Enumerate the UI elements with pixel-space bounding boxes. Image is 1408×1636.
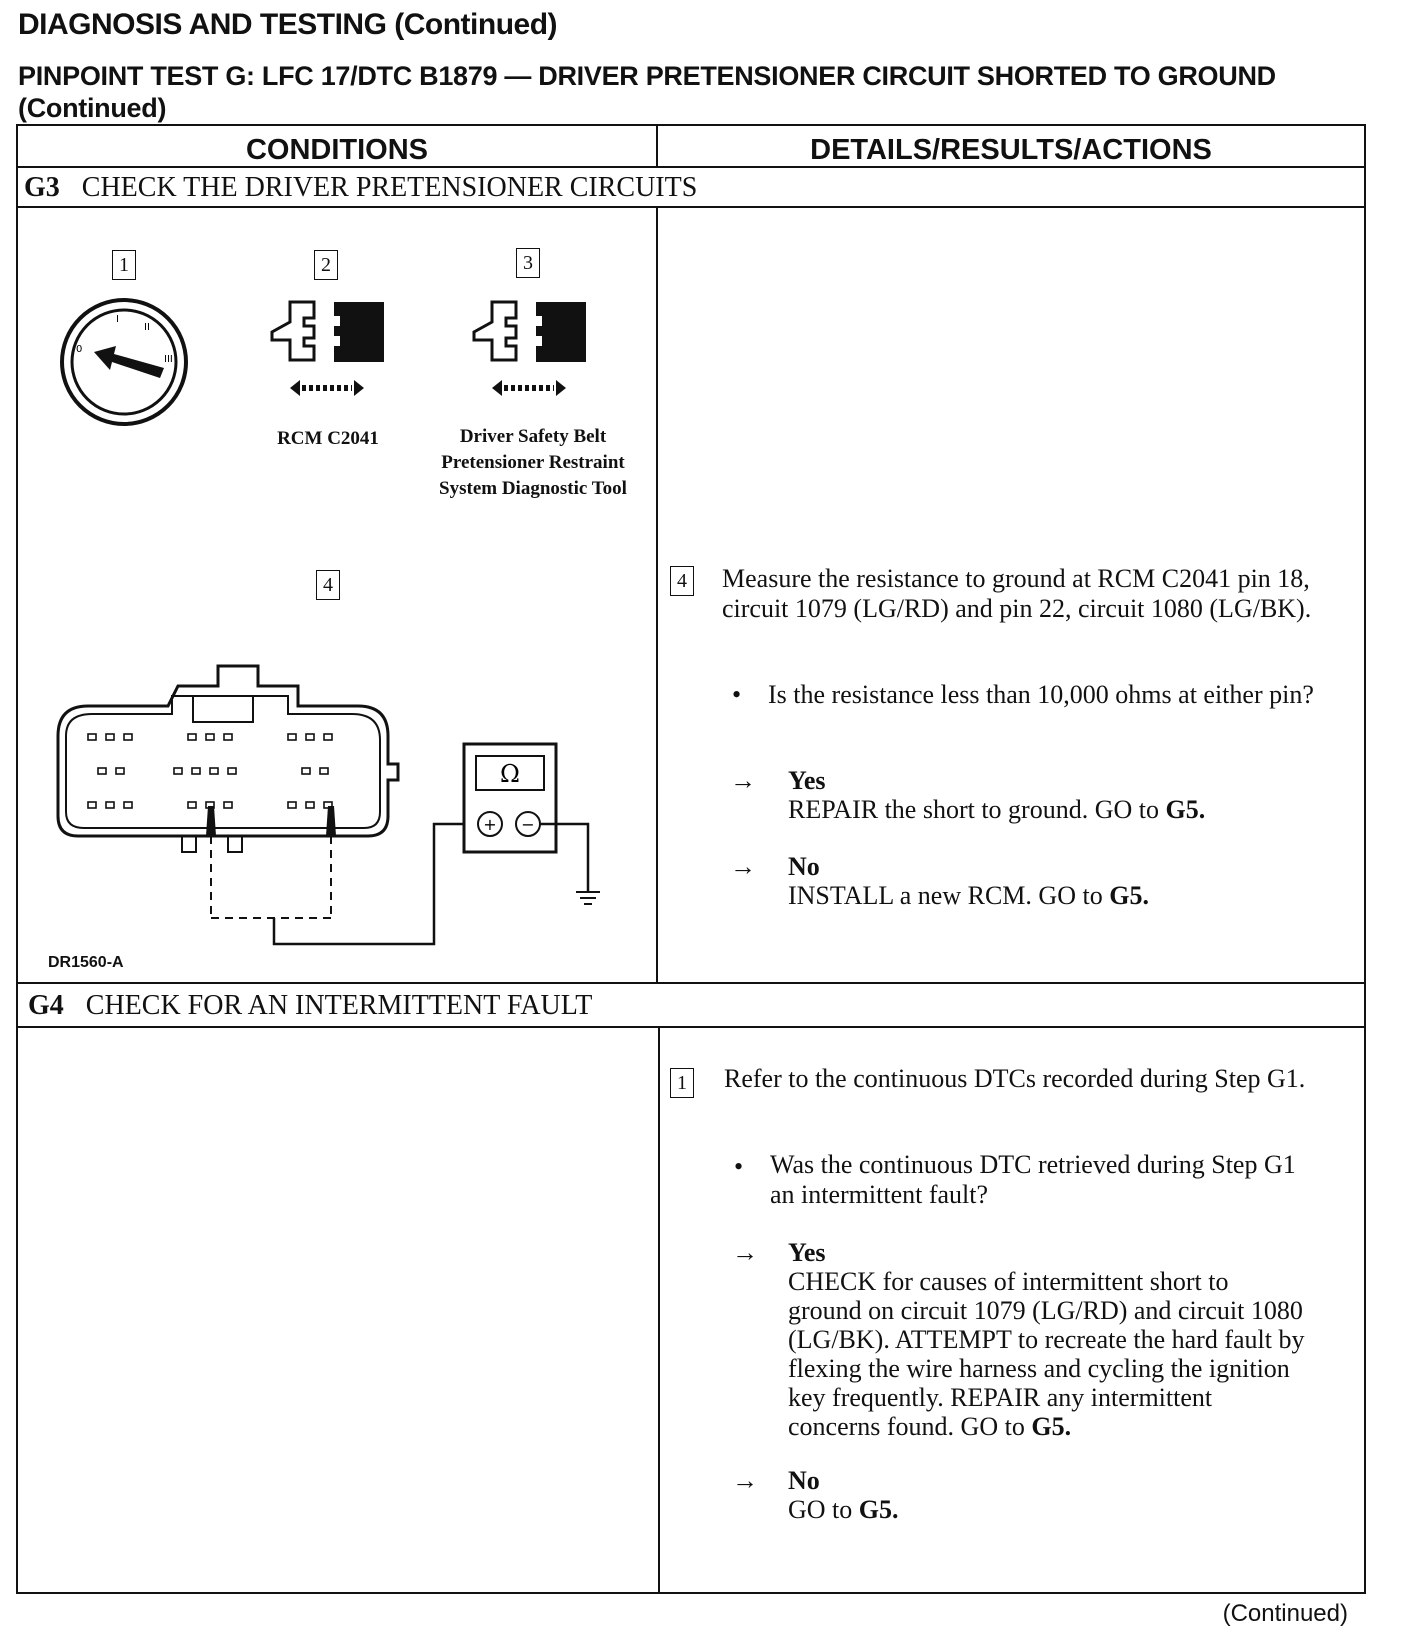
svg-text:III: III [164, 354, 173, 365]
arrow-icon: → [732, 1466, 758, 1495]
g4-no-answer [788, 1466, 1308, 1524]
no-label: No [788, 1466, 820, 1495]
g3-no-answer [788, 852, 1328, 910]
bullet-icon: • [734, 1152, 744, 1181]
minus-terminal-label: − [521, 815, 535, 834]
step-4-box: 4 [670, 566, 694, 596]
bullet-icon: • [732, 680, 742, 709]
g3-yes-answer [788, 766, 1328, 824]
svg-text:0: 0 [76, 344, 83, 355]
step-g4-heading [28, 990, 592, 1022]
continued-footer: (Continued) [1222, 1600, 1348, 1627]
diagnostic-table [16, 124, 1366, 1594]
svg-text:I: I [116, 314, 119, 325]
step-g4-id: G4 [28, 990, 64, 1021]
figure-step-1-box: 1 [112, 250, 136, 280]
no-label: No [788, 852, 820, 881]
g4-yes-answer [788, 1238, 1308, 1441]
g4-question: Was the continuous DTC retrieved during Step G1 an intermittent fault? [770, 1150, 1296, 1209]
figure-caption-tool: Driver Safety Belt Pretensioner Restraint System Diagnostic Tool [439, 426, 627, 499]
figure-step-2-box: 2 [314, 250, 338, 280]
arrow-icon: → [730, 852, 756, 881]
ignition-key-icon [56, 294, 192, 430]
connector-ohmmeter-diagram [48, 656, 628, 956]
g3-no-text: INSTALL a new RCM. GO to [788, 881, 1110, 910]
g3-instruction: Measure the resistance to ground at RCM C2041 pin 18, circuit 1079 (LG/RD) and pin 22, circuit 1080 (LG/BK). [722, 564, 1312, 623]
plus-terminal-label: + [483, 815, 497, 834]
step-g3-id: G3 [24, 172, 60, 203]
svg-text:II: II [144, 322, 150, 333]
g3-yes-text: REPAIR the short to ground. GO to [788, 795, 1166, 824]
g3-no-goto: G5. [1109, 881, 1149, 910]
details-column-header: DETAILS/RESULTS/ACTIONS [810, 134, 1212, 166]
g4-no-text: GO to [788, 1495, 859, 1524]
ohm-symbol: Ω [500, 760, 520, 788]
step-g3-heading [24, 172, 697, 204]
g4-instruction: Refer to the continuous DTCs recorded during Step G1. [724, 1064, 1306, 1093]
step-1-box: 1 [670, 1068, 694, 1098]
yes-label: Yes [788, 1238, 826, 1267]
g4-yes-text: CHECK for causes of intermittent short to ground on circuit 1079 (LG/RD) and circuit 1080 (LG/BK). ATTEMPT to recreate the hard fault by flexing the wire harness and cycling the ignition key frequently. REPAIR any intermittent concerns found. GO to [788, 1267, 1305, 1441]
g4-yes-goto: G5. [1031, 1412, 1072, 1441]
g3-question: Is the resistance less than 10,000 ohms at either pin? [768, 680, 1314, 709]
figure-step-4-box: 4 [316, 570, 340, 600]
arrow-icon: → [730, 766, 756, 795]
step-g3-title: CHECK THE DRIVER PRETENSIONER CIRCUITS [81, 172, 698, 203]
yes-label: Yes [788, 766, 826, 795]
arrow-icon: → [732, 1238, 758, 1267]
figure-caption-rcm: RCM C2041 [277, 428, 379, 449]
step-g4-title: CHECK FOR AN INTERMITTENT FAULT [85, 990, 593, 1021]
g3-yes-goto: G5. [1165, 795, 1206, 824]
figure-step-3-box: 3 [516, 248, 540, 278]
g4-no-goto: G5. [858, 1495, 899, 1524]
pinpoint-test-title: PINPOINT TEST G: LFC 17/DTC B1879 — DRIVER PRETENSIONER CIRCUIT SHORTED TO GROUND (Continued) [18, 61, 1276, 123]
conditions-column-header: CONDITIONS [245, 134, 429, 166]
figure-id: DR1560-A [48, 954, 124, 971]
page-title: DIAGNOSIS AND TESTING (Continued) [18, 8, 558, 41]
connector-disconnect-icon [466, 292, 596, 412]
connector-disconnect-icon [264, 292, 394, 412]
